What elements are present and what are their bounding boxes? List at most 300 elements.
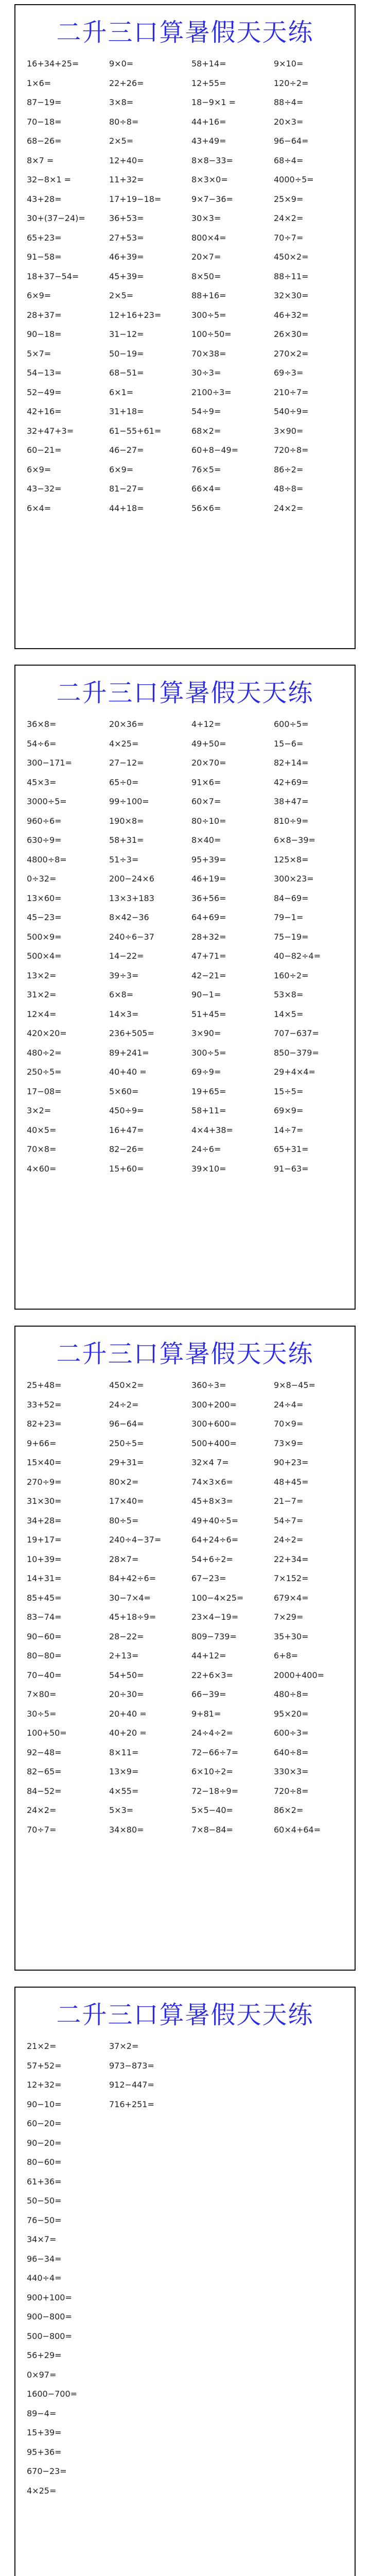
math-problem: 84−52= bbox=[27, 1786, 62, 1796]
math-problem bbox=[274, 2384, 356, 2404]
math-problem: 3×2= bbox=[27, 1106, 51, 1116]
math-problem: 56+29= bbox=[27, 2350, 62, 2361]
math-problem: 450÷9= bbox=[109, 1106, 144, 1116]
math-problem: 3×90= bbox=[191, 1028, 221, 1039]
math-problem: 12+16+23= bbox=[109, 310, 162, 320]
math-problem: 125×8= bbox=[274, 854, 309, 865]
math-problem: 25×9= bbox=[274, 194, 304, 204]
math-problem: 270÷9= bbox=[27, 1477, 62, 1487]
math-problem: 6+8= bbox=[274, 1651, 298, 1661]
math-problem: 5×60= bbox=[109, 1086, 139, 1096]
math-problem: 65+31= bbox=[274, 1144, 309, 1155]
math-problem bbox=[274, 2037, 356, 2056]
math-problem: 190×8= bbox=[109, 816, 144, 826]
math-problem: 15÷5= bbox=[274, 1086, 304, 1096]
math-problem: 27−12= bbox=[109, 758, 144, 768]
math-problem: 46−27= bbox=[109, 445, 144, 455]
math-problem bbox=[191, 2075, 274, 2095]
math-problem bbox=[109, 2133, 191, 2153]
math-problem: 47+71= bbox=[191, 951, 226, 961]
math-problem: 69÷9= bbox=[191, 1067, 221, 1077]
math-problem: 34×80= bbox=[109, 1824, 144, 1835]
math-problem: 28−22= bbox=[109, 1631, 144, 1641]
math-problem: 56×6= bbox=[191, 503, 221, 513]
math-problem: 120÷2= bbox=[274, 78, 309, 88]
problem-grid bbox=[27, 715, 355, 1178]
math-problem: 90−10= bbox=[27, 2099, 62, 2109]
math-problem: 9×0= bbox=[109, 59, 134, 69]
math-problem bbox=[191, 2133, 274, 2153]
math-problem bbox=[191, 2327, 274, 2346]
math-problem: 360÷3= bbox=[191, 1380, 226, 1391]
math-problem: 236+505= bbox=[109, 1028, 154, 1039]
math-problem: 45+18÷9= bbox=[109, 1612, 156, 1622]
math-problem: 2×5= bbox=[109, 291, 134, 301]
math-problem: 160÷2= bbox=[274, 970, 309, 980]
math-problem: 13×60= bbox=[27, 893, 62, 903]
math-problem: 50−19= bbox=[109, 348, 144, 359]
math-problem: 900−800= bbox=[27, 2312, 72, 2322]
math-problem bbox=[191, 2230, 274, 2249]
math-problem: 16+34+25= bbox=[27, 59, 79, 69]
math-problem: 76−50= bbox=[27, 2215, 62, 2225]
math-problem: 29+4×4= bbox=[274, 1067, 315, 1077]
math-problem bbox=[274, 2327, 356, 2346]
math-problem: 480÷8= bbox=[274, 1689, 309, 1700]
math-problem bbox=[274, 2075, 356, 2095]
math-problem: 640÷8= bbox=[274, 1747, 309, 1757]
math-problem: 8×3×0= bbox=[191, 175, 228, 185]
math-problem: 45×3= bbox=[27, 777, 57, 787]
math-problem bbox=[191, 2423, 274, 2443]
math-problem: 716+251= bbox=[109, 2099, 154, 2109]
math-problem: 89−4= bbox=[27, 2408, 57, 2418]
math-problem: 44+12= bbox=[191, 1651, 226, 1661]
math-problem: 240÷4−37= bbox=[109, 1535, 162, 1545]
math-problem: 27+53= bbox=[109, 232, 144, 243]
math-problem: 39÷3= bbox=[109, 970, 139, 980]
math-problem: 91−63= bbox=[274, 1163, 309, 1174]
math-problem: 42+69= bbox=[274, 777, 309, 787]
worksheet-1 bbox=[14, 4, 356, 649]
math-problem: 9×7−36= bbox=[191, 194, 233, 204]
math-problem: 23×4−19= bbox=[191, 1612, 239, 1622]
math-problem: 58+31= bbox=[109, 835, 144, 845]
math-problem: 90−60= bbox=[27, 1631, 62, 1641]
math-problem: 630÷9= bbox=[27, 835, 62, 845]
math-problem: 5×5−40= bbox=[191, 1805, 233, 1816]
math-problem bbox=[191, 2211, 274, 2230]
math-problem: 8×8−33= bbox=[191, 155, 233, 165]
math-problem: 2000+400= bbox=[274, 1670, 325, 1680]
math-problem bbox=[191, 2288, 274, 2308]
math-problem bbox=[274, 2133, 356, 2153]
math-problem: 18−9×1 = bbox=[191, 97, 236, 108]
math-problem: 3000÷5= bbox=[27, 796, 67, 807]
math-problem bbox=[191, 2462, 274, 2481]
math-problem: 66−39= bbox=[191, 1689, 226, 1700]
math-problem bbox=[274, 2268, 356, 2288]
math-problem: 36+56= bbox=[191, 893, 226, 903]
math-problem bbox=[191, 2365, 274, 2385]
math-problem bbox=[274, 2462, 356, 2481]
math-problem: 30−7×4= bbox=[109, 1592, 151, 1603]
math-problem: 65+23= bbox=[27, 232, 62, 243]
math-problem: 100÷50= bbox=[191, 329, 232, 340]
math-problem: 670−23= bbox=[27, 2466, 67, 2477]
math-problem: 54−13= bbox=[27, 368, 62, 378]
math-problem: 83−74= bbox=[27, 1612, 62, 1622]
math-problem: 850−379= bbox=[274, 1047, 319, 1058]
math-problem: 960÷6= bbox=[27, 816, 62, 826]
math-problem: 300÷5= bbox=[191, 310, 226, 320]
worksheet-2 bbox=[14, 665, 356, 1310]
math-problem: 14×3= bbox=[109, 1009, 139, 1019]
math-problem: 95×20= bbox=[274, 1708, 309, 1719]
math-problem bbox=[274, 2191, 356, 2211]
math-problem: 6×8−39= bbox=[274, 835, 315, 845]
math-problem: 540÷9= bbox=[274, 406, 309, 417]
math-problem: 13×2= bbox=[27, 970, 57, 980]
math-problem: 68−26= bbox=[27, 136, 62, 146]
math-problem: 3×90= bbox=[274, 426, 304, 436]
math-problem: 300+600= bbox=[191, 1419, 237, 1429]
math-problem: 4×4+38= bbox=[191, 1125, 233, 1135]
math-problem: 9×8−45= bbox=[274, 1380, 315, 1391]
math-problem: 90−18= bbox=[27, 329, 62, 340]
math-problem: 86×2= bbox=[274, 1805, 304, 1816]
math-problem: 30÷5= bbox=[27, 1708, 57, 1719]
math-problem bbox=[109, 2172, 191, 2192]
worksheet-4 bbox=[14, 1987, 356, 2576]
math-problem: 88+16= bbox=[191, 291, 226, 301]
math-problem: 31×2= bbox=[27, 990, 57, 1000]
math-problem: 24×2= bbox=[274, 503, 304, 513]
math-problem: 17×40= bbox=[109, 1496, 144, 1506]
math-problem: 6×8= bbox=[109, 990, 134, 1000]
math-problem: 80÷8= bbox=[109, 116, 139, 127]
math-problem: 70÷7= bbox=[27, 1824, 57, 1835]
math-problem: 2100÷3= bbox=[191, 387, 232, 397]
math-problem: 4+12= bbox=[191, 719, 221, 730]
math-problem bbox=[109, 2384, 191, 2404]
math-problem: 82−65= bbox=[27, 1767, 62, 1777]
math-problem: 36+53= bbox=[109, 213, 144, 224]
math-problem: 32×4 7= bbox=[191, 1458, 229, 1468]
math-problem: 720÷8= bbox=[274, 1786, 309, 1796]
math-problem: 64+24÷6= bbox=[191, 1535, 239, 1545]
math-problem: 25+48= bbox=[27, 1380, 62, 1391]
math-problem: 75−19= bbox=[274, 931, 309, 942]
math-problem: 65÷0= bbox=[109, 777, 139, 787]
math-problem: 68×2= bbox=[191, 426, 221, 436]
math-problem: 20÷30= bbox=[109, 1689, 144, 1700]
math-problem: 4×25= bbox=[109, 738, 139, 749]
math-problem: 26×30= bbox=[274, 329, 309, 340]
math-problem: 82+14= bbox=[274, 758, 309, 768]
math-problem bbox=[109, 2404, 191, 2424]
math-problem: 91×6= bbox=[191, 777, 221, 787]
math-problem: 46+39= bbox=[109, 252, 144, 262]
math-problem: 500+400= bbox=[191, 1438, 237, 1448]
math-problem: 60×7= bbox=[191, 796, 221, 807]
math-problem: 450×2= bbox=[274, 252, 309, 262]
math-problem: 300+200= bbox=[191, 1399, 237, 1410]
math-problem: 45−23= bbox=[27, 912, 62, 923]
math-problem: 70×8= bbox=[27, 1144, 57, 1155]
math-problem: 40×5= bbox=[27, 1125, 57, 1135]
math-problem: 70−18= bbox=[27, 116, 62, 127]
math-problem: 300×23= bbox=[274, 874, 314, 884]
math-problem bbox=[109, 2153, 191, 2172]
math-problem bbox=[109, 2443, 191, 2462]
math-problem: 15+39= bbox=[27, 2428, 62, 2438]
math-problem: 13×9= bbox=[109, 1767, 139, 1777]
math-problem bbox=[109, 2481, 191, 2501]
math-problem: 81−27= bbox=[109, 484, 144, 494]
worksheet-title: 二升三口算暑假天天练 bbox=[56, 2001, 314, 2029]
math-problem: 11+32= bbox=[109, 175, 144, 185]
math-problem: 24÷2= bbox=[274, 1535, 304, 1545]
math-problem: 72−18÷9= bbox=[191, 1786, 239, 1796]
math-problem: 90−1= bbox=[191, 990, 221, 1000]
math-problem: 300÷5= bbox=[191, 1047, 226, 1058]
math-problem: 32+47+3= bbox=[27, 426, 74, 436]
math-problem: 46+32= bbox=[274, 310, 309, 320]
math-problem: 82+23= bbox=[27, 1419, 62, 1429]
math-problem bbox=[109, 2327, 191, 2346]
math-problem: 84−69= bbox=[274, 893, 309, 903]
math-problem: 54÷6= bbox=[27, 738, 57, 749]
math-problem: 58+14= bbox=[191, 59, 226, 69]
math-problem: 70÷7= bbox=[274, 232, 304, 243]
math-problem: 4×55= bbox=[109, 1786, 139, 1796]
math-problem bbox=[191, 2249, 274, 2269]
math-problem: 8×11= bbox=[109, 1747, 139, 1757]
math-problem: 22+34= bbox=[274, 1554, 309, 1564]
math-problem: 92−48= bbox=[27, 1747, 62, 1757]
math-problem: 43−32= bbox=[27, 484, 62, 494]
math-problem: 500×4= bbox=[27, 951, 62, 961]
math-problem bbox=[191, 2443, 274, 2462]
math-problem: 40+20 = bbox=[109, 1728, 147, 1738]
math-problem: 17−08= bbox=[27, 1086, 62, 1096]
math-problem bbox=[191, 2172, 274, 2192]
math-problem: 7×80= bbox=[27, 1689, 57, 1700]
math-problem: 14−22= bbox=[109, 951, 144, 961]
math-problem: 28+37= bbox=[27, 310, 62, 320]
math-problem: 12×4= bbox=[27, 1009, 57, 1019]
math-problem: 7×8−84= bbox=[191, 1824, 233, 1835]
math-problem: 10+39= bbox=[27, 1554, 62, 1564]
math-problem: 31−12= bbox=[109, 329, 144, 340]
math-problem: 60×4+64= bbox=[274, 1824, 321, 1835]
math-problem: 49+40÷5= bbox=[191, 1515, 239, 1526]
math-problem bbox=[109, 2423, 191, 2443]
math-problem: 900+100= bbox=[27, 2292, 72, 2302]
math-problem: 42+16= bbox=[27, 406, 62, 417]
math-problem: 6×9= bbox=[109, 464, 134, 474]
math-problem: 500−800= bbox=[27, 2331, 72, 2341]
math-problem: 66×4= bbox=[191, 484, 221, 494]
math-problem: 16+47= bbox=[109, 1125, 144, 1135]
math-problem: 44+16= bbox=[191, 116, 226, 127]
math-problem: 39×10= bbox=[191, 1163, 226, 1174]
math-problem bbox=[274, 2114, 356, 2133]
math-problem: 7×29= bbox=[274, 1612, 304, 1622]
math-problem bbox=[109, 2211, 191, 2230]
math-problem: 500×9= bbox=[27, 931, 62, 942]
math-problem: 69×9= bbox=[274, 1106, 304, 1116]
math-problem bbox=[274, 2153, 356, 2172]
math-problem: 6×1= bbox=[109, 387, 134, 397]
math-problem: 15+60= bbox=[109, 1163, 144, 1174]
math-problem bbox=[274, 2307, 356, 2327]
math-problem: 20×3= bbox=[274, 116, 304, 127]
math-problem: 91−58= bbox=[27, 252, 62, 262]
math-problem: 96−64= bbox=[109, 1419, 144, 1429]
math-problem: 810÷9= bbox=[274, 816, 309, 826]
math-problem: 0×97= bbox=[27, 2369, 57, 2380]
math-problem: 50−50= bbox=[27, 2196, 62, 2206]
math-problem: 6×9= bbox=[27, 291, 51, 301]
math-problem bbox=[274, 2423, 356, 2443]
math-problem: 31×30= bbox=[27, 1496, 62, 1506]
math-problem: 95+39= bbox=[191, 854, 226, 865]
math-problem bbox=[274, 2056, 356, 2076]
math-problem: 21−7= bbox=[274, 1496, 304, 1506]
math-problem bbox=[191, 2056, 274, 2076]
math-problem: 40+40 = bbox=[109, 1067, 147, 1077]
math-problem: 44+18= bbox=[109, 503, 144, 513]
math-problem: 90−20= bbox=[27, 2138, 62, 2148]
math-problem: 43+28= bbox=[27, 194, 62, 204]
math-problem: 24÷2= bbox=[109, 1399, 139, 1410]
math-problem: 8×7 = bbox=[27, 155, 54, 165]
math-problem: 80−80= bbox=[27, 1651, 62, 1661]
math-problem: 100−4×25= bbox=[191, 1592, 244, 1603]
math-problem bbox=[191, 2307, 274, 2327]
math-problem: 54+6÷2= bbox=[191, 1554, 233, 1564]
math-problem bbox=[191, 2153, 274, 2172]
math-problem: 80×2= bbox=[109, 1477, 139, 1487]
math-problem: 8×40= bbox=[191, 835, 221, 845]
math-problem bbox=[109, 2230, 191, 2249]
math-problem: 51÷3= bbox=[109, 854, 139, 865]
math-problem: 912−447= bbox=[109, 2080, 154, 2090]
math-problem bbox=[274, 2211, 356, 2230]
math-problem: 99÷100= bbox=[109, 796, 149, 807]
math-problem: 31+18= bbox=[109, 406, 144, 417]
math-problem bbox=[274, 2443, 356, 2462]
math-problem: 36×8= bbox=[27, 719, 57, 730]
worksheet-3 bbox=[14, 1326, 356, 1971]
math-problem bbox=[109, 2365, 191, 2385]
math-problem: 24÷4÷2= bbox=[191, 1728, 233, 1738]
math-problem: 5×3= bbox=[109, 1805, 134, 1816]
math-problem: 1600−700= bbox=[27, 2389, 78, 2399]
math-problem: 18+37−54= bbox=[27, 271, 79, 281]
math-problem bbox=[191, 2481, 274, 2501]
math-problem: 800×4= bbox=[191, 232, 226, 243]
math-problem: 28×7= bbox=[109, 1554, 139, 1564]
math-problem: 420×20= bbox=[27, 1028, 67, 1039]
math-problem: 37×2= bbox=[109, 2041, 139, 2052]
math-problem: 67−23= bbox=[191, 1573, 226, 1584]
math-problem: 68−51= bbox=[109, 368, 144, 378]
math-problem: 24×2= bbox=[27, 1805, 57, 1816]
math-problem: 49+50= bbox=[191, 738, 226, 749]
math-problem: 53×8= bbox=[274, 990, 304, 1000]
math-problem: 0÷32= bbox=[27, 874, 57, 884]
math-problem: 22+26= bbox=[109, 78, 144, 88]
math-problem: 809−739= bbox=[191, 1631, 237, 1641]
math-problem: 6×10÷2= bbox=[191, 1767, 233, 1777]
math-problem: 79−1= bbox=[274, 912, 304, 923]
math-problem bbox=[274, 2365, 356, 2385]
math-problem: 200−24×6 bbox=[109, 874, 154, 884]
math-problem: 61+36= bbox=[27, 2176, 62, 2187]
math-problem: 89+241= bbox=[109, 1047, 149, 1058]
math-problem: 96−34= bbox=[27, 2253, 62, 2264]
math-problem: 95+36= bbox=[27, 2447, 62, 2457]
math-problem: 80−60= bbox=[27, 2157, 62, 2167]
math-problem bbox=[274, 2230, 356, 2249]
math-problem: 40−82÷4= bbox=[274, 951, 321, 961]
math-problem: 30+(37−24)= bbox=[27, 213, 85, 224]
math-problem bbox=[191, 2191, 274, 2211]
math-problem: 9+66= bbox=[27, 1438, 57, 1448]
math-problem bbox=[191, 2114, 274, 2133]
math-problem: 87−19= bbox=[27, 97, 62, 108]
math-problem: 30×3= bbox=[191, 213, 221, 224]
math-problem bbox=[191, 2095, 274, 2114]
math-problem bbox=[109, 2114, 191, 2133]
math-problem: 440÷4= bbox=[27, 2273, 62, 2283]
math-problem: 72−66÷7= bbox=[191, 1747, 239, 1757]
math-problem: 32×30= bbox=[274, 291, 309, 301]
math-problem: 38+47= bbox=[274, 796, 309, 807]
math-problem: 86÷2= bbox=[274, 464, 304, 474]
math-problem: 6×4= bbox=[27, 503, 51, 513]
worksheet-title: 二升三口算暑假天天练 bbox=[56, 1340, 314, 1368]
math-problem: 4×60= bbox=[27, 1163, 57, 1174]
math-problem: 720÷8= bbox=[274, 445, 309, 455]
math-problem: 32−8×1 = bbox=[27, 175, 72, 185]
math-problem: 60+8−49= bbox=[191, 445, 239, 455]
math-problem: 76×5= bbox=[191, 464, 221, 474]
math-problem: 14×5= bbox=[274, 1009, 304, 1019]
math-problem: 74×3×6= bbox=[191, 1477, 233, 1487]
math-problem: 70−40= bbox=[27, 1670, 62, 1680]
math-problem: 20×36= bbox=[109, 719, 144, 730]
math-problem: 13×3+183 bbox=[109, 893, 154, 903]
math-problem: 60−20= bbox=[27, 2119, 62, 2129]
math-problem: 43+49= bbox=[191, 136, 226, 146]
math-problem bbox=[109, 2288, 191, 2308]
math-problem: 330×3= bbox=[274, 1767, 309, 1777]
math-problem: 96−64= bbox=[274, 136, 309, 146]
math-problem: 210÷7= bbox=[274, 387, 309, 397]
math-problem: 7×152= bbox=[274, 1573, 309, 1584]
math-problem: 14÷7= bbox=[274, 1125, 304, 1135]
math-problem: 88÷11= bbox=[274, 271, 309, 281]
math-problem: 14+31= bbox=[27, 1573, 62, 1584]
math-problem: 42−21= bbox=[191, 970, 226, 980]
math-problem: 480÷2= bbox=[27, 1047, 62, 1058]
math-problem: 12+40= bbox=[109, 155, 144, 165]
math-problem: 4000÷5= bbox=[274, 175, 314, 185]
